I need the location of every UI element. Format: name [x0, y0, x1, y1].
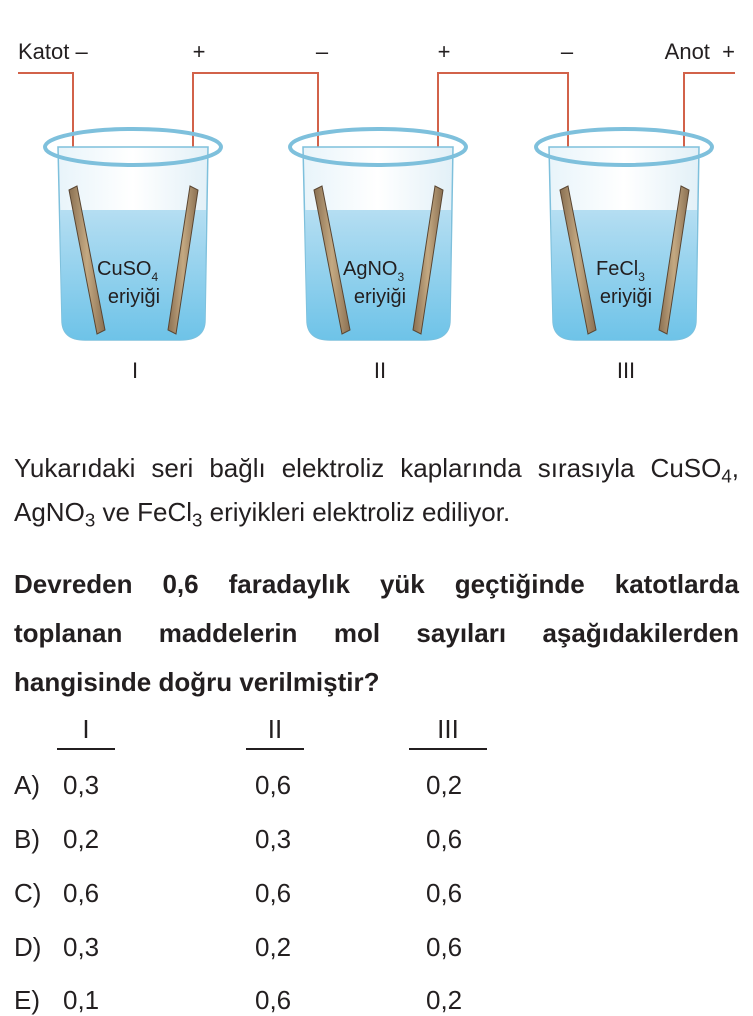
option-c-value-2: 0,6 — [255, 878, 292, 908]
option-a-letter[interactable]: A) — [14, 770, 40, 800]
option-b-letter[interactable]: B) — [14, 824, 40, 854]
beaker-1 — [45, 129, 221, 340]
option-b-value-2: 0,3 — [255, 824, 292, 854]
terminal-minus-3: – — [560, 39, 574, 64]
option-d-value-1: 0,3 — [63, 932, 100, 962]
column-header-3-underline — [409, 748, 487, 750]
option-b-value-1: 0,2 — [63, 824, 100, 854]
cell-2-label: eriyiği — [353, 286, 407, 308]
option-d-value-2: 0,2 — [255, 932, 292, 962]
question-text: Devreden 0,6 faradaylık yük geçtiğinde katotlarda toplanan maddelerin mol sayıları aşağıdakilerden hangisinde doğru verilmiştir? — [14, 569, 739, 697]
terminal-plus-1: + — [192, 39, 206, 64]
option-a-value-1: 0,3 — [63, 770, 100, 800]
cell-2-formula: AgNO$_3$ — [343, 258, 405, 284]
option-e-value-1: 0,1 — [63, 985, 100, 1015]
terminal-minus-2: – — [315, 39, 329, 64]
option-e-value-2: 0,6 — [255, 985, 292, 1015]
option-e-value-3: 0,2 — [426, 985, 463, 1015]
beaker-3 — [536, 129, 712, 340]
column-header-2-underline — [246, 748, 304, 750]
option-e-letter[interactable]: E) — [14, 985, 40, 1015]
column-header-1: I — [82, 714, 90, 744]
option-d-value-3: 0,6 — [426, 932, 463, 962]
electrolysis-diagram — [0, 0, 753, 400]
cell-1-number: I — [131, 358, 139, 383]
option-c-letter[interactable]: C) — [14, 878, 42, 908]
beaker-2 — [290, 129, 466, 340]
option-c-value-3: 0,6 — [426, 878, 463, 908]
cell-3-label: eriyiği — [599, 286, 653, 308]
cell-3-formula: FeCl$_3$ — [596, 258, 645, 284]
cell-2-number: II — [373, 358, 387, 383]
column-header-3: III — [437, 714, 459, 744]
option-b-value-3: 0,6 — [426, 824, 463, 854]
terminal-plus-2: + — [437, 39, 451, 64]
option-a-value-2: 0,6 — [255, 770, 292, 800]
anode-label: Anot + — [664, 39, 735, 64]
cathode-label: Katot – — [18, 39, 88, 64]
cell-1-formula: CuSO$_4$ — [97, 258, 159, 284]
cell-1-label: eriyiği — [107, 286, 161, 308]
cell-3-number: III — [616, 358, 636, 383]
option-d-letter[interactable]: D) — [14, 932, 42, 962]
option-a-value-3: 0,2 — [426, 770, 463, 800]
column-header-1-underline — [57, 748, 115, 750]
column-header-2: II — [267, 714, 283, 744]
option-c-value-1: 0,6 — [63, 878, 100, 908]
intro-text: Yukarıdaki seri bağlı elektroliz kaplarında sırasıyla CuSO$_4$, AgNO$_3$ ve FeCl$_3$ eriyikleri elektroliz ediliyor. — [14, 453, 739, 531]
